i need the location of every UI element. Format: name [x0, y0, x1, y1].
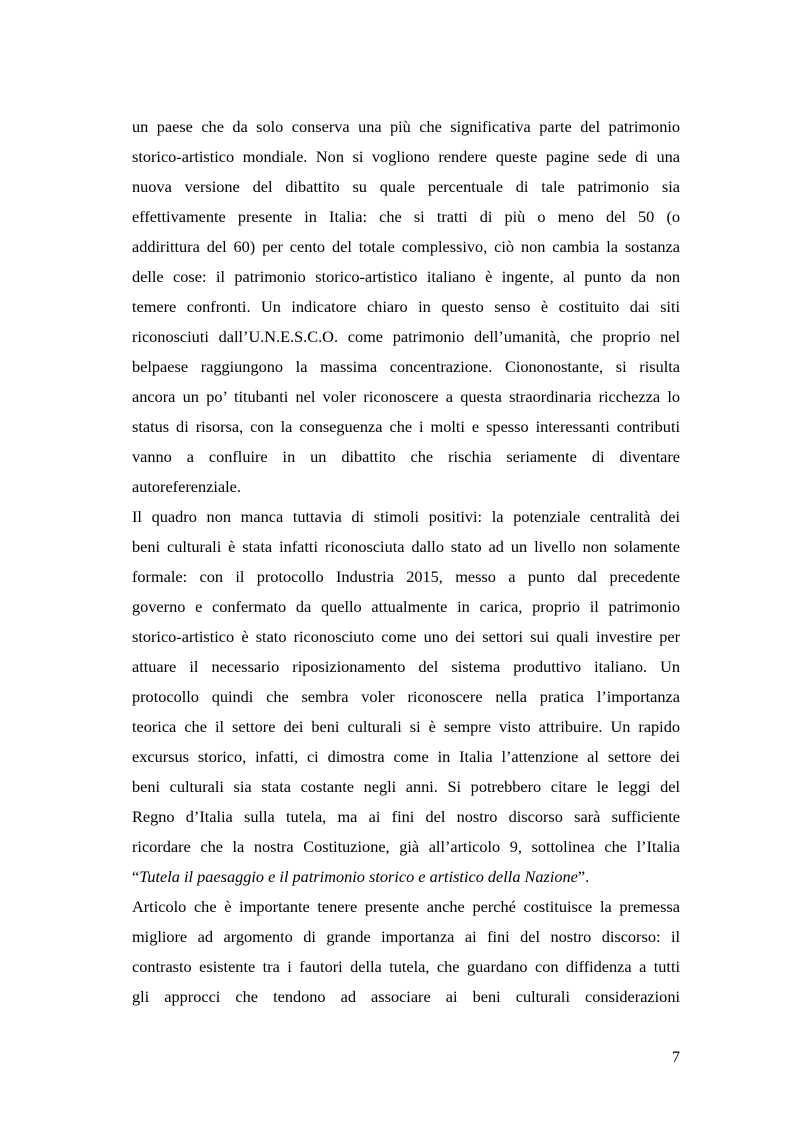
constitution-quote-line — [132, 862, 680, 892]
text-line: autoreferenziale. — [132, 477, 241, 496]
text-line: teorica che il settore dei beni culturali si è sempre visto attribuire. Un rapido — [132, 717, 680, 736]
text-line: protocollo quindi che sembra voler riconoscere nella pratica l’importanza — [132, 687, 680, 706]
text-line: riconosciuti dall’U.N.E.S.C.O. come patrimonio dell’umanità, che proprio nel — [132, 327, 680, 346]
text-line: belpaese raggiungono la massima concentrazione. Ciononostante, si risulta — [132, 357, 680, 376]
text-line: Articolo che è importante tenere presente anche perché costituisce la premessa — [132, 897, 680, 916]
text-line: status di risorsa, con la conseguenza che i molti e spesso interessanti contributi — [132, 417, 680, 436]
text-line: storico-artistico mondiale. Non si vogliono rendere queste pagine sede di una — [132, 147, 680, 166]
text-line: nuova versione del dibattito su quale percentuale di tale patrimonio sia — [132, 177, 680, 196]
text-line: storico-artistico è stato riconosciuto come uno dei settori sui quali investire per — [132, 627, 680, 646]
paragraph-1 — [132, 112, 680, 502]
text-line: gli approcci che tendono ad associare ai beni culturali considerazioni — [132, 987, 680, 1006]
quote-open-mark: “ — [132, 867, 140, 886]
constitution-quote: Tutela il paesaggio e il patrimonio storico e artistico della Nazione — [139, 867, 578, 886]
text-line: migliore ad argomento di grande importanza ai fini del nostro discorso: il — [132, 927, 680, 946]
text-line: beni culturali sia stata costante negli anni. Si potrebbero citare le leggi del — [132, 777, 680, 796]
text-line: un paese che da solo conserva una più che significativa parte del patrimonio — [132, 117, 680, 136]
text-line: ricordare che la nostra Costituzione, già all’articolo 9, sottolinea che l’Italia — [132, 837, 680, 856]
text-line: contrasto esistente tra i fautori della tutela, che guardano con diffidenza a tutti — [132, 957, 680, 976]
paragraph-2 — [132, 502, 680, 892]
quote-close-mark: ”. — [577, 867, 590, 886]
text-line: vanno a confluire in un dibattito che rischia seriamente di diventare — [132, 447, 680, 466]
text-line: Regno d’Italia sulla tutela, ma ai fini del nostro discorso sarà sufficiente — [132, 807, 680, 826]
text-line: formale: con il protocollo Industria 2015, messo a punto dal precedente — [132, 567, 680, 586]
text-line: addirittura del 60) per cento del totale complessivo, ciò non cambia la sostanza — [132, 237, 680, 256]
text-line: excursus storico, infatti, ci dimostra come in Italia l’attenzione al settore dei — [132, 747, 680, 766]
text-line: effettivamente presente in Italia: che si tratti di più o meno del 50 (o — [132, 207, 680, 226]
text-line: governo e confermato da quello attualmente in carica, proprio il patrimonio — [132, 597, 680, 616]
text-line: beni culturali è stata infatti riconosciuta dallo stato ad un livello non solamente — [132, 537, 680, 556]
text-line: temere confronti. Un indicatore chiaro in questo senso è costituito dai siti — [132, 297, 680, 316]
text-line: Il quadro non manca tuttavia di stimoli positivi: la potenziale centralità dei — [132, 507, 680, 526]
text-line: attuare il necessario riposizionamento del sistema produttivo italiano. Un — [132, 657, 680, 676]
text-line: delle cose: il patrimonio storico-artistico italiano è ingente, al punto da non — [132, 267, 680, 286]
page-number: 7 — [672, 1049, 680, 1066]
paragraph-3 — [132, 892, 680, 1012]
body-text — [132, 112, 680, 1012]
text-line: ancora un po’ titubanti nel voler riconoscere a questa straordinaria ricchezza lo — [132, 387, 680, 406]
